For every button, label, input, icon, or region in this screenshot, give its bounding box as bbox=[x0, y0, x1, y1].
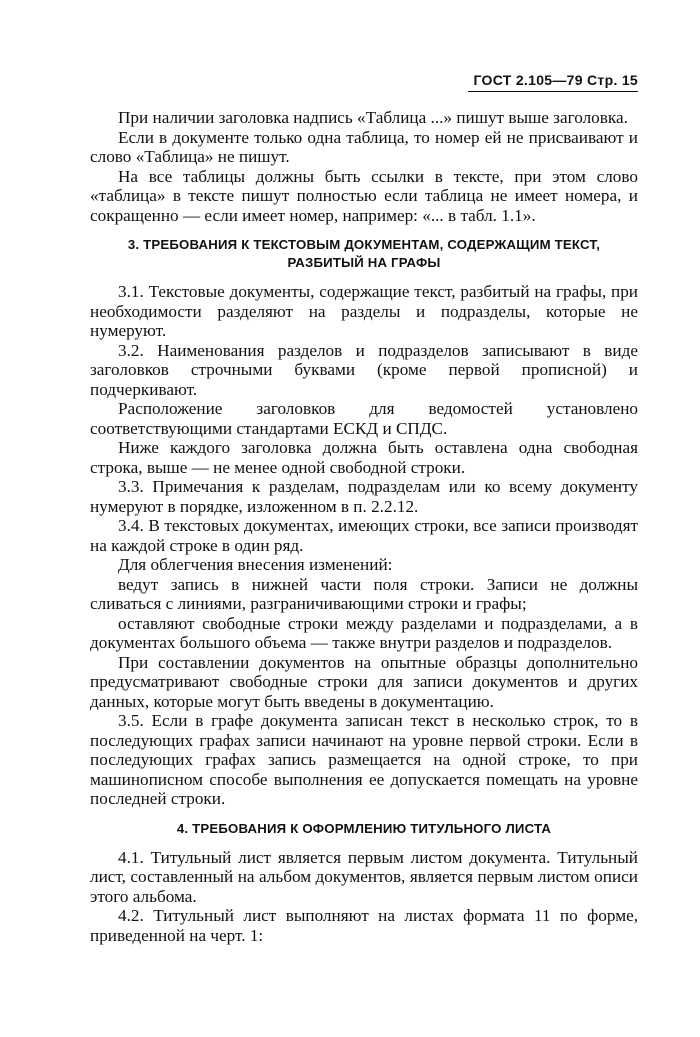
paragraph: Если в документе только одна таблица, то номер ей не присваивают и слово «Таблица» не пишут. bbox=[90, 127, 638, 166]
paragraph: 4.1. Титульный лист является первым листом документа. Титульный лист, составленный на альбом документов, является первым листом описи этого альбома. bbox=[90, 847, 638, 906]
paragraph: 3.1. Текстовые документы, содержащие текст, разбитый на графы, при необходимости разделяют на разделы и подразделы, которые не нумеруют. bbox=[90, 282, 638, 340]
paragraph: При наличии заголовка надпись «Таблица ...» пишут выше заголовка. bbox=[118, 108, 628, 127]
paragraph: Расположение заголовков для ведомостей установлено соответствующими стандартами ЕСКД и СПДС. bbox=[90, 399, 638, 438]
document-body bbox=[90, 108, 638, 945]
paragraph: При составлении документов на опытные образцы дополнительно предусматривают свободные строки для записи документов и других данных, которые могут быть введены в документацию. bbox=[90, 652, 638, 711]
section-3-heading: 3. ТРЕБОВАНИЯ К ТЕКСТОВЫМ ДОКУМЕНТАМ, СОДЕРЖАЩИМ ТЕКСТ, РАЗБИТЫЙ НА ГРАФЫ bbox=[127, 237, 601, 270]
section-4-heading: 4. ТРЕБОВАНИЯ К ОФОРМЛЕНИЮ ТИТУЛЬНОГО ЛИСТА bbox=[176, 820, 552, 836]
page-header: ГОСТ 2.105—79 Стр. 15 bbox=[468, 72, 638, 92]
paragraph: 3.4. В текстовых документах, имеющих строки, все записи производят на каждой строке в один ряд. bbox=[90, 516, 638, 555]
paragraph: 4.2. Титульный лист выполняют на листах формата 11 по форме, приведенной на черт. 1: bbox=[90, 906, 638, 945]
paragraph: Ниже каждого заголовка должна быть оставлена одна свободная строка, выше — не менее одной свободной строки. bbox=[90, 438, 638, 477]
paragraph: 3.2. Наименования разделов и подразделов записывают в виде заголовков строчными буквами (кроме первой прописной) и подчеркивают. bbox=[90, 340, 638, 399]
paragraph: 3.5. Если в графе документа записан текст в несколько строк, то в последующих графах записи начинают на уровне первой строки. Если в последующих графах запись размещается на одной строке, то при машинописном способе выполнения ее допускается помещать на уровне последней строки. bbox=[90, 711, 638, 808]
paragraph: На все таблицы должны быть ссылки в тексте, при этом слово «таблица» в тексте пишут полностью если таблица не имеет номера, и сокращенно — если имеет номер, например: «... в табл. 1.1». bbox=[90, 166, 638, 225]
paragraph: Для облегчения внесения изменений: bbox=[118, 555, 393, 574]
paragraph: 3.3. Примечания к разделам, подразделам или ко всему документу нумеруют в порядке, изложенном в п. 2.2.12. bbox=[90, 477, 638, 516]
paragraph: оставляют свободные строки между разделами и подразделами, а в документах большого объема — также внутри разделов и подразделов. bbox=[90, 613, 638, 652]
paragraph: ведут запись в нижней части поля строки. Записи не должны сливаться с линиями, разграничивающими строки и графы; bbox=[90, 574, 638, 613]
